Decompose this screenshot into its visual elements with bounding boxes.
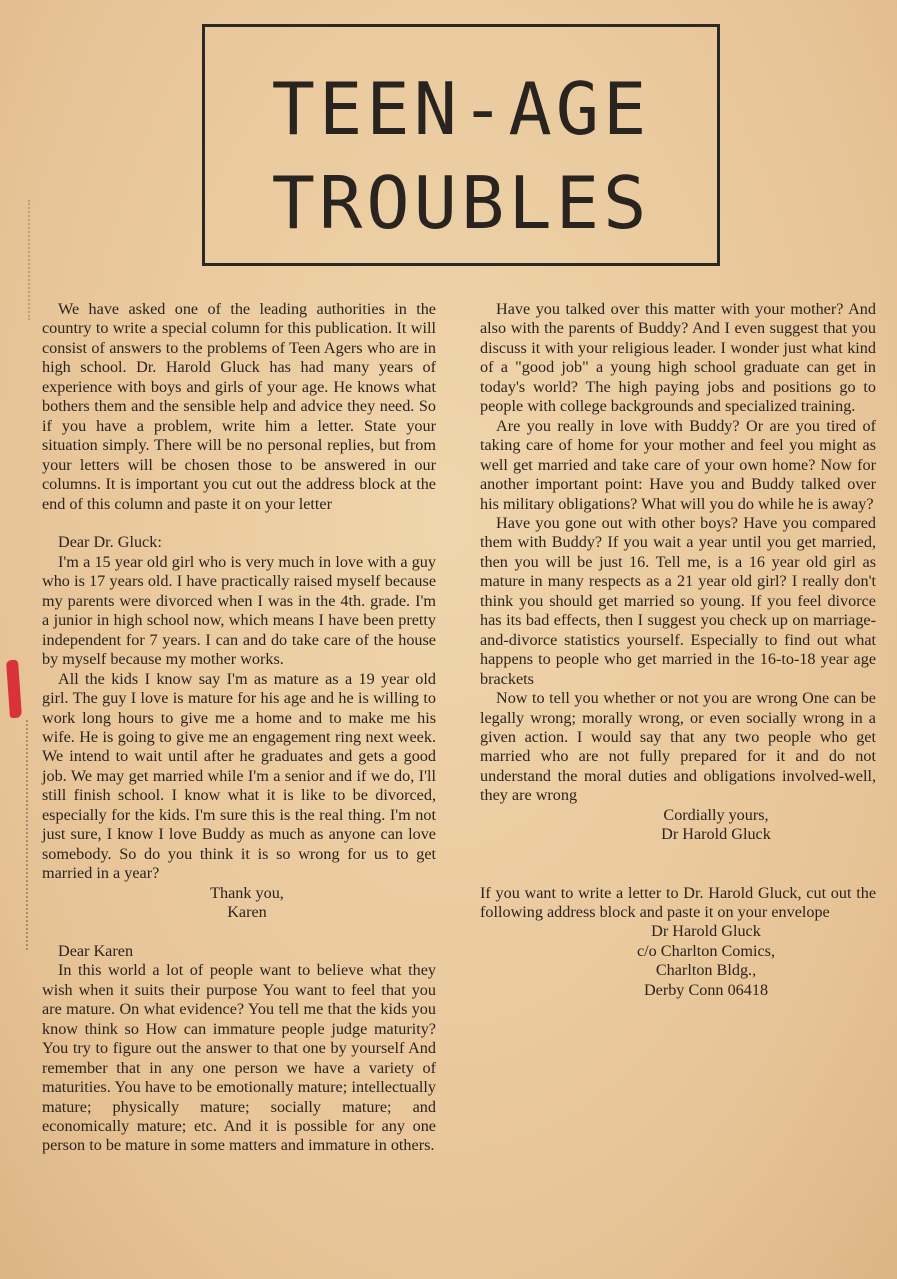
perforation-marks-lower (26, 720, 38, 950)
reply-paragraph-3: Are you really in love with Buddy? Or are you tired of taking care of home for your mother and feel you might as well get married and take care of your own home? Now for another important point: Have you and Buddy talked over his military obligations? What will you do while he is away? (480, 416, 876, 513)
address-line-1: Dr Harold Gluck (651, 922, 761, 941)
address-note: If you want to write a letter to Dr. Harold Gluck, cut out the following address block and paste it on your envelope (480, 883, 876, 922)
letter-paragraph-1: I'm a 15 year old girl who is very much in love with a guy who is 17 years old. I have practically raised myself because my parents were divorced when I was in the 4th. grade. I'm a junior in high school now, which means I have been pretty independent for 7 years. I can and do take care of the house by myself because my mother works. (42, 552, 436, 669)
reply-closing: Cordially yours, (663, 805, 769, 824)
reply-salutation: Dear Karen (58, 941, 134, 960)
title-line-1: TEEN-AGE (271, 67, 651, 151)
title-line-2: TROUBLES (271, 161, 651, 245)
reply-paragraph-4: Have you gone out with other boys? Have you compared them with Buddy? If you wait a year until you get married, then you will be just 16. Tell me, is a 16 year old girl as mature in many respects as a 21 year old girl? I really don't think you should get married so young. If you feel divorce has its bad effects, then I suggest you check up on marriage-and-divorce statistics yourself. Especially to find out what happens to people who get married in the 16-to-18 year age brackets (480, 513, 876, 688)
letter-salutation: Dear Dr. Gluck: (58, 533, 162, 552)
address-line-2: c/o Charlton Comics, (636, 941, 776, 960)
intro-paragraph: We have asked one of the leading authorities in the country to write a special column for this publication. It will consist of answers to the problems of Teen Agers who are in high school. Dr. Harold Gluck has had many years of experience with boys and girls of your age. He knows what bothers them and the sensible help and advice they need. So if you have a problem, write him a letter. State your situation simply. There will be no personal replies, but from your letters will be chosen those to be answered in our columns. It is important you cut out the address block at the end of this column and paste it on your letter (42, 300, 436, 513)
letter-closing: Thank you, (210, 883, 284, 902)
right-column (480, 300, 876, 1000)
address-line-3: Charlton Bldg., (655, 961, 757, 980)
reply-paragraph-1: In this world a lot of people want to believe what they wish when it suits their purpose You want to feel that you are mature. On what evidence? You tell me that the kids you know think so How can immature people judge maturity? You try to figure out the answer to that one by yourself And remember that in any one person we have a variety of maturities. You have to be emotionally mature; intellectually mature; physically mature; socially mature; and economically mature; etc. And it is possible for any one person to be mature in some matters and immature in others. (42, 961, 436, 1155)
red-ink-mark (6, 660, 22, 719)
letter-paragraph-2: All the kids I know say I'm as mature as a 19 year old girl. The guy I love is mature for his age and he is willing to work long hours to give me a home and to make me his wife. He is going to give me an engagement ring next week. We intend to wait until after he graduates and gets a good job. We may get married while I'm a senior and if we do, I'll still finish school. I know what it is like to be divorced, especially for the kids. I'm sure this is the real thing. I'm not just sure, I know I love Buddy as much as anyone can love somebody. So do you think it is so wrong for us to get married in a year? (42, 669, 436, 883)
address-line-4: Derby Conn 06418 (643, 980, 769, 999)
reply-paragraph-5: Now to tell you whether or not you are wrong One can be legally wrong; morally wrong, or even socially wrong in a given action. I would say that any two people who get married who are not fully prepared for it and do not understand the moral duties and obligations involved-well, they are wrong (480, 689, 876, 805)
left-column (42, 300, 436, 1156)
letter-signature: Karen (227, 903, 267, 922)
bleed-through-ghost (699, 40, 889, 200)
perforation-marks (28, 200, 40, 320)
title-box (202, 24, 720, 266)
reply-signature: Dr Harold Gluck (661, 825, 771, 844)
reply-paragraph-2: Have you talked over this matter with your mother? And also with the parents of Buddy? And I even suggest that you discuss it with your religious leader. I wonder just what kind of a "good job" a young high school graduate can get in today's world? The high paying jobs and positions go to people with college backgrounds and specialized training. (480, 300, 876, 416)
